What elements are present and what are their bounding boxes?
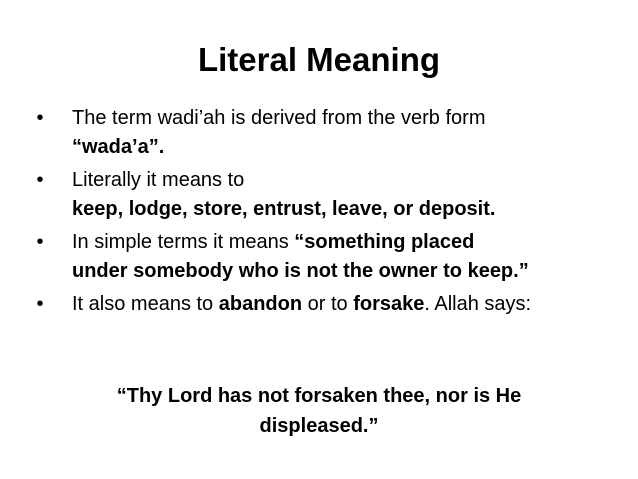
bullet-dot-icon: • <box>36 169 44 191</box>
quote-line: displeased.” <box>259 415 379 437</box>
slide-title: Literal Meaning <box>197 41 441 78</box>
quote <box>60 381 578 441</box>
bullet-bold-text: keep, lodge, store, entrust, leave, or deposit. <box>72 198 496 220</box>
bullet-item <box>28 104 628 162</box>
bullet-text: Literally it means to <box>72 169 245 191</box>
bullet-bold-text: “something placed <box>294 231 475 253</box>
bullet-item <box>28 166 628 224</box>
bullet-bold-text: under somebody who is not the owner to keep.” <box>72 260 529 282</box>
bullet-dot-icon: • <box>36 231 44 253</box>
bullet-bold-text: “wada’a”. <box>72 136 165 158</box>
quote-line: “Thy Lord has not forsaken thee, nor is He <box>116 385 522 407</box>
bullet-text: The term wadi’ah is derived from the verb form <box>72 107 486 129</box>
bullet-bold-text: abandon <box>218 293 303 315</box>
bullet-item <box>28 228 628 286</box>
bullet-list <box>28 104 628 323</box>
bullet-dot-icon: • <box>36 107 44 129</box>
bullet-text: . Allah says: <box>424 293 532 315</box>
bullet-text: In simple terms it means <box>72 231 295 253</box>
bullet-dot-icon: • <box>36 293 44 315</box>
bullet-item <box>28 290 628 319</box>
bullet-text: or to <box>302 293 354 315</box>
bullet-text: It also means to <box>72 293 219 315</box>
bullet-bold-text: forsake <box>353 293 425 315</box>
